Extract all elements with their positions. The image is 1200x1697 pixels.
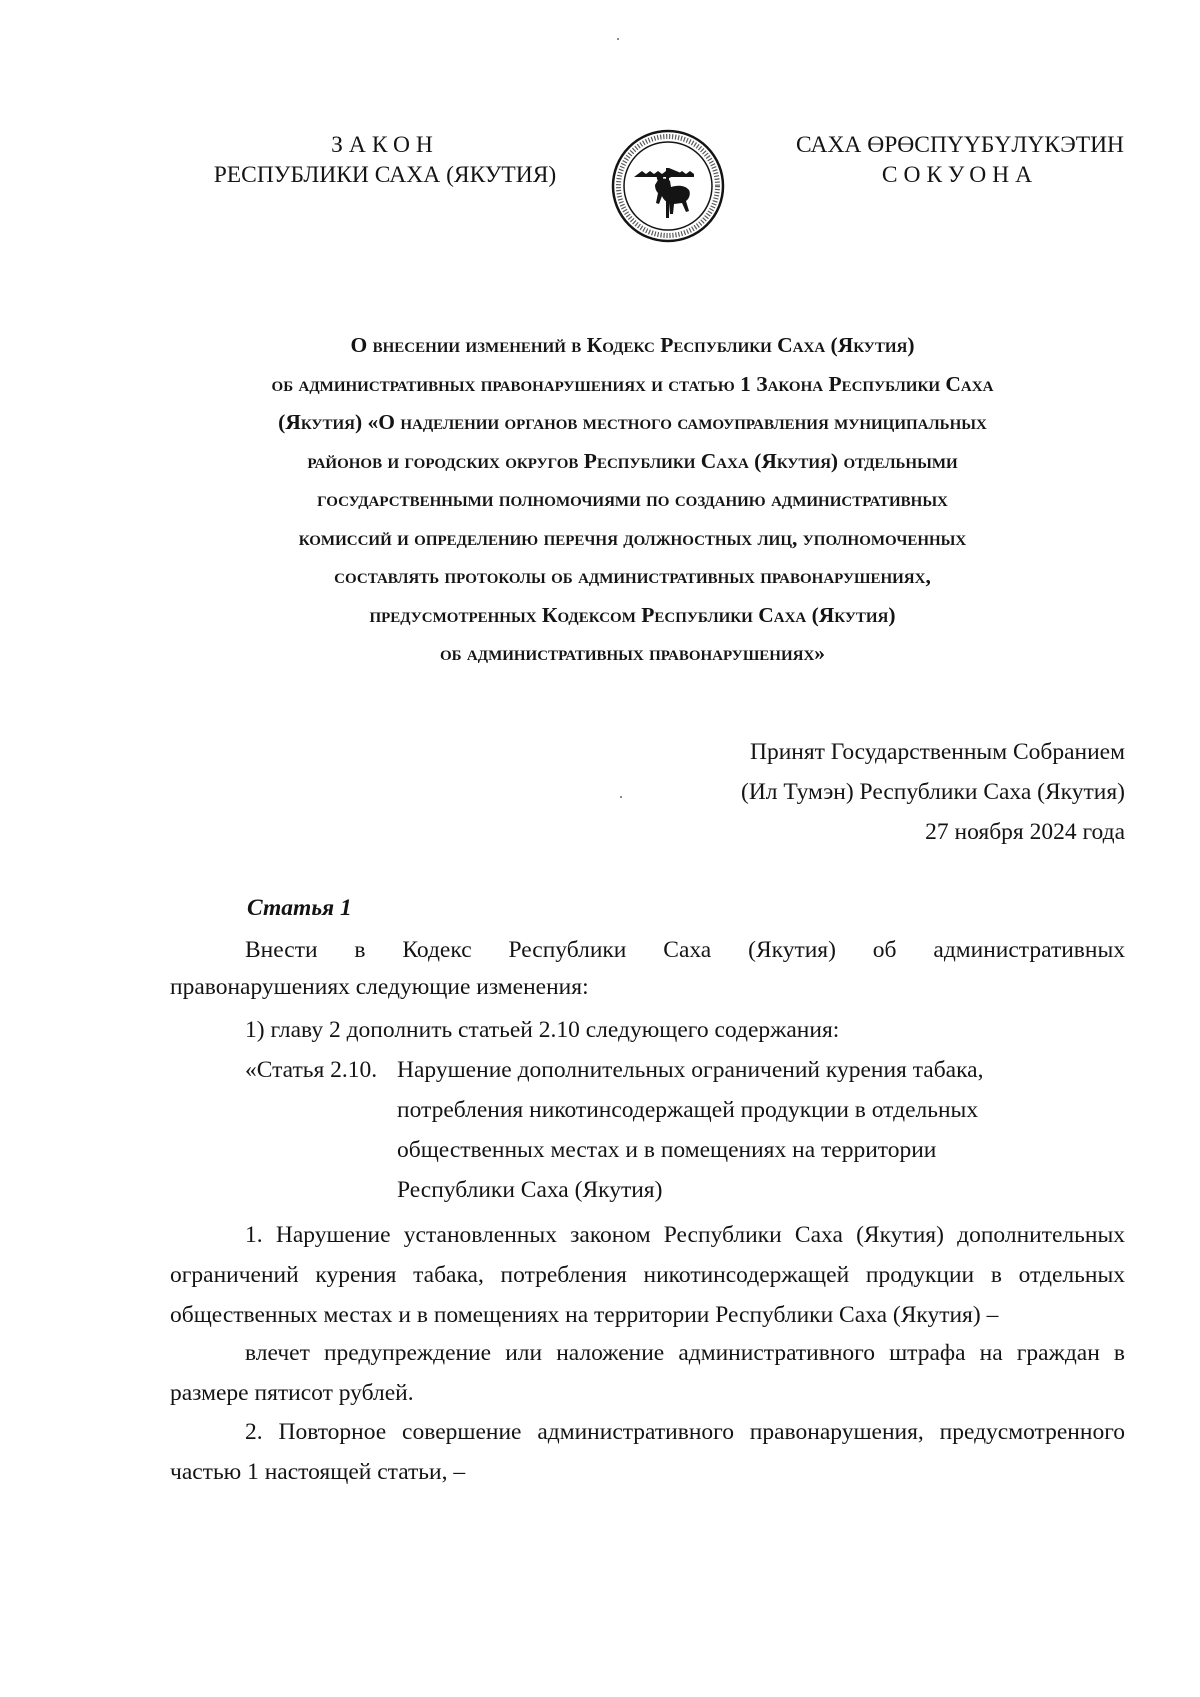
coat-of-arms-emblem <box>610 128 726 244</box>
republic-name: РЕСПУБЛИКИ САХА (ЯКУТИЯ) <box>213 162 557 188</box>
header-left <box>195 130 575 190</box>
title-line: комиссий и определению перечня должностных лиц, уполномоченных <box>298 525 967 550</box>
new-article-title <box>397 1050 1037 1210</box>
article-intro-line2: правонарушениях следующие изменения: <box>170 974 589 1000</box>
adoption-date: 27 ноября 2024 года <box>925 819 1125 845</box>
republic-name-sakha: САХА ӨРӨСПҮҮБҮЛҮКЭТИН <box>795 132 1125 158</box>
title-line: об административных правонарушениях» <box>439 641 826 665</box>
law-label: ЗАКОН <box>331 132 439 158</box>
new-article-title-line: Республики Саха (Якутия) <box>397 1177 663 1203</box>
article-intro-line1: Внести в Кодекс Республики Саха (Якутия) об административных <box>245 937 1125 963</box>
scan-speck <box>617 38 619 40</box>
title-line: об административных правонарушениях и статью 1 Закона Республики Саха <box>271 371 994 396</box>
title-line: предусмотренных Кодексом Республики Саха (Якутия) <box>369 602 896 627</box>
amendment-item-1: 1) главу 2 дополнить статьей 2.10 следующего содержания: <box>245 1017 840 1043</box>
scan-speck <box>620 796 622 798</box>
title-line: государственными полномочиями по созданию административных <box>317 487 948 511</box>
title-line: (Якутия) «О наделении органов местного самоуправления муниципальных <box>278 410 987 434</box>
title-line: составлять протоколы об административных правонарушениях, <box>334 564 931 588</box>
title-line: районов и городских округов Республики Саха (Якутия) отдельными <box>307 448 958 473</box>
law-title <box>165 326 1100 673</box>
title-line: О внесении изменений в Кодекс Республики Саха (Якутия) <box>350 333 915 357</box>
new-article-title-line: Нарушение дополнительных ограничений курения табака, <box>397 1057 984 1083</box>
adoption-block <box>741 732 1125 852</box>
adopted-by: Принят Государственным Собранием <box>749 739 1125 765</box>
adopted-body: (Ил Тумэн) Республики Саха (Якутия) <box>741 779 1125 805</box>
article-penalty-1: влечет предупреждение или наложение административного штрафа на граждан в размере пятисот рублей. <box>170 1340 1125 1406</box>
new-article-label: «Статья 2.10. <box>245 1057 378 1083</box>
article-part-1: 1. Нарушение установленных законом Республики Саха (Якутия) дополнительных ограничений курения табака, потребления никотинсодержащей продукции в отдельных общественных местах и в помещениях на территории Республики Саха (Якутия) – <box>170 1222 1125 1328</box>
new-article-title-line: потребления никотинсодержащей продукции в отдельных <box>397 1097 979 1123</box>
header-right <box>760 130 1160 190</box>
law-label-sakha: СОКУОНА <box>881 162 1039 188</box>
new-article-title-line: общественных местах и в помещениях на территории <box>397 1137 937 1163</box>
article-part-2: 2. Повторное совершение административного правонарушения, предусмотренного частью 1 настоящей статьи, – <box>170 1419 1125 1485</box>
article-heading: Статья 1 <box>247 895 352 921</box>
